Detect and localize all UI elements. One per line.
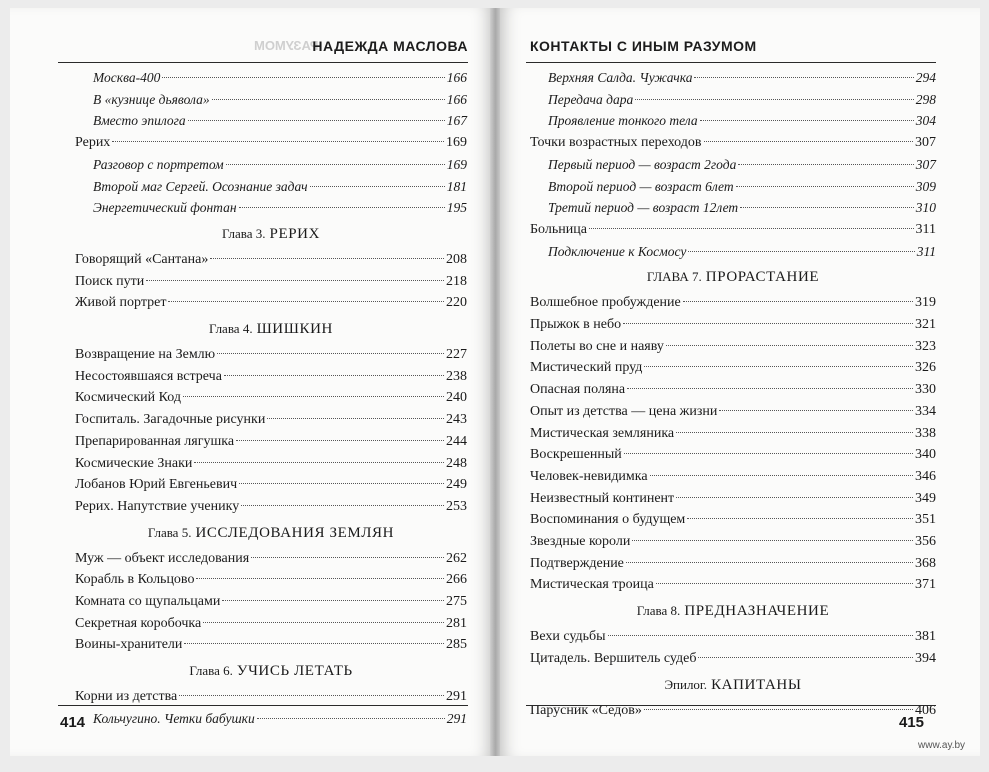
dot-leader	[719, 410, 913, 411]
entry-page-number: 406	[915, 702, 936, 718]
toc-subentry	[75, 67, 467, 89]
entry-title: Звездные короли	[530, 534, 631, 550]
entry-page-number: 311	[916, 243, 936, 259]
entry-page-number: 304	[915, 113, 936, 129]
entry-title: В «кузнице дьявола»	[93, 91, 210, 107]
dot-leader	[740, 207, 914, 208]
entry-page-number: 218	[446, 273, 467, 289]
chapter-heading	[75, 656, 467, 686]
chapter-title: КАПИТАНЫ	[711, 676, 802, 693]
toc-entry	[530, 336, 936, 358]
entry-page-number: 166	[446, 91, 467, 107]
entry-title: Неизвестный континент	[530, 490, 675, 506]
entry-page-number: 298	[915, 91, 936, 107]
chapter-title: ПРЕДНАЗНАЧЕНИЕ	[684, 603, 830, 620]
entry-page-number: 169	[446, 135, 467, 151]
entry-title: Воскрешенный	[530, 447, 622, 463]
chapter-heading	[75, 518, 467, 548]
entry-page-number: 356	[915, 534, 936, 550]
toc-entry	[75, 496, 467, 518]
entry-title: Цитадель. Вершитель судеб	[530, 650, 697, 666]
entry-page-number: 340	[915, 447, 936, 463]
toc-entry	[75, 271, 467, 293]
chapter-title: ШИШКИН	[256, 321, 333, 338]
running-head-author: НАДЕЖДА МАСЛОВА	[312, 38, 468, 54]
page-number-left: 414	[60, 714, 86, 731]
dot-leader	[644, 709, 913, 710]
dot-leader	[184, 643, 444, 644]
dot-leader	[267, 418, 444, 419]
entry-page-number: 351	[915, 512, 936, 528]
entry-title: Подтверждение	[530, 555, 624, 571]
entry-page-number: 338	[915, 425, 936, 441]
entry-page-number: 310	[915, 200, 936, 216]
entry-title: Вместо эпилога	[93, 113, 186, 129]
dot-leader	[666, 345, 913, 346]
toc-list-left	[75, 67, 467, 730]
dot-leader	[212, 99, 445, 100]
toc-subentry	[75, 89, 467, 111]
toc-subentry	[530, 197, 936, 219]
entry-page-number: 244	[446, 433, 467, 449]
entry-title: Опыт из детства — цена жизни	[530, 403, 718, 419]
entry-page-number: 266	[446, 572, 467, 588]
dot-leader	[676, 432, 913, 433]
entry-title: Вехи судьбы	[530, 629, 606, 645]
dot-leader	[683, 301, 913, 302]
toc-entry	[530, 531, 936, 553]
entry-title: Поиск пути	[75, 273, 145, 289]
entry-page-number: 249	[446, 477, 467, 493]
dot-leader	[589, 228, 914, 229]
toc-entry	[530, 648, 936, 670]
toc-entry	[75, 387, 467, 409]
entry-title: Космические Знаки	[75, 455, 193, 471]
entry-page-number: 220	[446, 295, 467, 311]
entry-page-number: 227	[446, 347, 467, 363]
dot-leader	[196, 578, 444, 579]
toc-entry	[75, 548, 467, 570]
chapter-title: ИССЛЕДОВАНИЯ ЗЕМЛЯН	[195, 524, 395, 541]
toc-entry	[75, 613, 467, 635]
chapter-label: Глава 3.	[221, 225, 266, 241]
entry-title: Космический Код	[75, 390, 182, 406]
entry-title: Возвращение на Землю	[75, 347, 216, 363]
dot-leader	[257, 718, 445, 719]
site-watermark: www.ay.by	[918, 740, 966, 751]
entry-title: Первый период — возраст 2года	[548, 156, 737, 172]
toc-entry	[530, 444, 936, 466]
entry-page-number: 291	[446, 710, 467, 726]
dot-leader	[736, 186, 914, 187]
toc-subentry	[75, 110, 467, 132]
entry-page-number: 181	[446, 178, 467, 194]
dot-leader	[687, 518, 913, 519]
footer-rule	[58, 705, 468, 706]
entry-page-number: 167	[446, 113, 467, 129]
dot-leader	[224, 375, 444, 376]
dot-leader	[236, 440, 444, 441]
toc-entry	[75, 591, 467, 613]
entry-page-number: 195	[446, 200, 467, 216]
dot-leader	[241, 505, 444, 506]
entry-title: Лобанов Юрий Евгеньевич	[75, 477, 238, 493]
entry-page-number: 253	[446, 498, 467, 514]
entry-page-number: 307	[915, 156, 936, 172]
entry-title: Второй период — возраст 6лет	[548, 178, 734, 194]
entry-page-number: 349	[915, 490, 936, 506]
entry-page-number: 323	[915, 338, 936, 354]
chapter-label: ГЛАВА 7.	[646, 269, 702, 285]
dot-leader	[310, 186, 445, 187]
toc-entry	[530, 132, 936, 154]
dot-leader	[700, 120, 914, 121]
entry-title: Москва-400	[93, 70, 161, 85]
entry-title: Несостоявшаяся встреча	[75, 368, 222, 384]
entry-page-number: 208	[446, 251, 467, 267]
toc-subentry	[75, 708, 467, 730]
dot-leader	[168, 301, 444, 302]
chapter-heading	[75, 219, 467, 249]
toc-subentry	[530, 110, 936, 132]
toc-entry	[75, 431, 467, 453]
toc-entry	[75, 474, 467, 496]
entry-page-number: 243	[446, 412, 467, 428]
entry-page-number: 248	[446, 455, 467, 471]
entry-page-number: 262	[446, 550, 467, 566]
entry-page-number: 294	[915, 70, 936, 85]
toc-entry	[530, 219, 936, 241]
entry-page-number: 346	[915, 468, 936, 484]
dot-leader	[626, 562, 913, 563]
header-rule	[526, 62, 936, 63]
toc-entry	[530, 466, 936, 488]
dot-leader	[676, 497, 913, 498]
dot-leader	[656, 583, 913, 584]
entry-page-number: 334	[915, 403, 936, 419]
entry-title: Мистический пруд	[530, 360, 643, 376]
toc-subentry	[530, 154, 936, 176]
toc-subentry	[530, 176, 936, 198]
chapter-title: УЧИСЬ ЛЕТАТЬ	[236, 663, 353, 680]
entry-page-number: 371	[915, 577, 936, 593]
dot-leader	[624, 453, 913, 454]
entry-title: Третий период — возраст 12лет	[548, 200, 739, 216]
entry-title: Воспоминания о будущем	[530, 512, 686, 528]
dot-leader	[608, 635, 913, 636]
entry-page-number: 381	[915, 629, 936, 645]
dot-leader	[688, 251, 914, 252]
entry-title: Мистическая троица	[530, 577, 654, 593]
entry-title: Разговор с портретом	[93, 156, 224, 172]
dot-leader	[112, 141, 444, 142]
entry-title: Парусник «Седов»	[530, 702, 642, 718]
toc-subentry	[530, 89, 936, 111]
toc-entry	[75, 344, 467, 366]
entry-title: Комната со щупальцами	[75, 594, 221, 610]
toc-entry	[530, 314, 936, 336]
entry-title: Говорящий «Сантана»	[75, 251, 209, 267]
dot-leader	[632, 540, 913, 541]
toc-entry	[530, 700, 936, 722]
chapter-title: ПРОРАСТАНИЕ	[705, 269, 820, 286]
toc-subentry	[530, 67, 936, 89]
chapter-label: Глава 5.	[147, 524, 192, 540]
running-head-title: КОНТАКТЫ С ИНЫМ РАЗУМОМ	[530, 38, 757, 54]
entry-title: Секретная коробочка	[75, 615, 202, 631]
dot-leader	[251, 557, 444, 558]
entry-page-number: 368	[915, 555, 936, 571]
entry-page-number: 394	[915, 650, 936, 666]
toc-entry	[530, 379, 936, 401]
toc-entry	[75, 409, 467, 431]
footer-rule	[526, 705, 936, 706]
toc-entry	[75, 292, 467, 314]
dot-leader	[239, 207, 445, 208]
entry-page-number: 319	[915, 295, 936, 311]
dot-leader	[146, 280, 444, 281]
toc-entry	[75, 366, 467, 388]
entry-title: Верхняя Салда. Чужачка	[548, 70, 693, 85]
entry-title: Кольчугино. Четки бабушки	[93, 710, 255, 726]
entry-title: Препарированная лягушка	[75, 433, 235, 449]
dot-leader	[738, 164, 913, 165]
chapter-label: Глава 8.	[636, 603, 681, 619]
toc-entry	[530, 357, 936, 379]
entry-title: Госпиталь. Загадочные рисунки	[75, 412, 266, 428]
toc-subentry	[75, 154, 467, 176]
dot-leader	[644, 366, 913, 367]
dot-leader	[698, 657, 913, 658]
entry-title: Человек-невидимка	[530, 468, 648, 484]
toc-entry	[75, 249, 467, 271]
dot-leader	[203, 622, 444, 623]
entry-title: Прыжок в небо	[530, 317, 622, 333]
chapter-label: Эпилог.	[664, 676, 708, 692]
page-number-right: 415	[898, 714, 924, 731]
entry-page-number: 285	[446, 637, 467, 653]
entry-title: Живой портрет	[75, 295, 167, 311]
dot-leader	[183, 396, 444, 397]
toc-entry	[75, 453, 467, 475]
dot-leader	[627, 388, 913, 389]
dot-leader	[226, 164, 445, 165]
entry-title: Муж — объект исследования	[75, 550, 250, 566]
dot-leader	[704, 141, 914, 142]
dot-leader	[650, 475, 913, 476]
right-page	[500, 8, 980, 756]
entry-title: Больница	[530, 221, 587, 237]
dot-leader	[239, 483, 444, 484]
dot-leader	[635, 99, 914, 100]
header-rule	[58, 62, 468, 63]
entry-page-number: 311	[915, 221, 936, 237]
entry-page-number: 166	[446, 70, 467, 85]
dot-leader	[217, 353, 444, 354]
chapter-label: Глава 6.	[189, 663, 233, 679]
dot-leader	[188, 120, 445, 121]
toc-entry	[530, 626, 936, 648]
entry-page-number: 309	[915, 178, 936, 194]
entry-page-number: 321	[915, 317, 936, 333]
dot-leader	[179, 695, 444, 696]
chapter-heading	[75, 314, 467, 344]
toc-entry	[75, 634, 467, 656]
entry-page-number: 326	[915, 360, 936, 376]
chapter-heading	[530, 670, 936, 700]
entry-title: Корни из детства	[75, 689, 178, 705]
chapter-label: Глава 4.	[209, 321, 253, 337]
entry-page-number: 240	[446, 390, 467, 406]
toc-subentry	[75, 197, 467, 219]
dot-leader	[162, 77, 444, 78]
entry-title: Точки возрастных переходов	[530, 135, 702, 151]
entry-title: Энергетический фонтан	[93, 200, 237, 216]
toc-entry	[75, 569, 467, 591]
entry-title: Рерих	[75, 135, 111, 151]
entry-page-number: 238	[446, 368, 467, 384]
entry-page-number: 281	[446, 615, 467, 631]
toc-entry	[530, 488, 936, 510]
toc-entry	[530, 574, 936, 596]
entry-title: Проявление тонкого тела	[548, 113, 698, 129]
dot-leader	[623, 323, 913, 324]
chapter-heading	[530, 596, 936, 626]
entry-title: Полеты во сне и наяву	[530, 338, 664, 354]
toc-entry	[530, 401, 936, 423]
entry-title: Второй маг Сергей. Осознание задач	[93, 178, 308, 194]
toc-entry	[75, 132, 467, 154]
entry-title: Корабль в Кольцово	[75, 572, 195, 588]
chapter-title: РЕРИХ	[269, 225, 321, 242]
toc-entry	[530, 423, 936, 445]
dot-leader	[694, 77, 913, 78]
entry-title: Опасная поляна	[530, 382, 626, 398]
toc-entry	[530, 553, 936, 575]
entry-title: Рерих. Напутствие ученику	[75, 498, 240, 514]
entry-page-number: 291	[446, 689, 467, 705]
toc-subentry	[75, 176, 467, 198]
entry-page-number: 275	[446, 594, 467, 610]
entry-page-number: 330	[915, 382, 936, 398]
entry-title: Подключение к Космосу	[548, 243, 687, 259]
dot-leader	[194, 462, 444, 463]
chapter-heading	[530, 262, 936, 292]
dot-leader	[222, 600, 444, 601]
toc-entry	[530, 292, 936, 314]
toc-subentry	[530, 241, 936, 263]
entry-title: Мистическая земляника	[530, 425, 675, 441]
entry-page-number: 169	[446, 156, 467, 172]
entry-page-number: 307	[915, 135, 936, 151]
toc-entry	[530, 509, 936, 531]
toc-list-right	[530, 67, 936, 721]
bleed-through-text: РАЗУМОМ	[254, 38, 319, 53]
dot-leader	[210, 258, 444, 259]
entry-title: Передача дара	[548, 91, 634, 107]
entry-title: Воины-хранители	[75, 637, 183, 653]
entry-title: Волшебное пробуждение	[530, 295, 681, 311]
left-page	[10, 8, 492, 756]
